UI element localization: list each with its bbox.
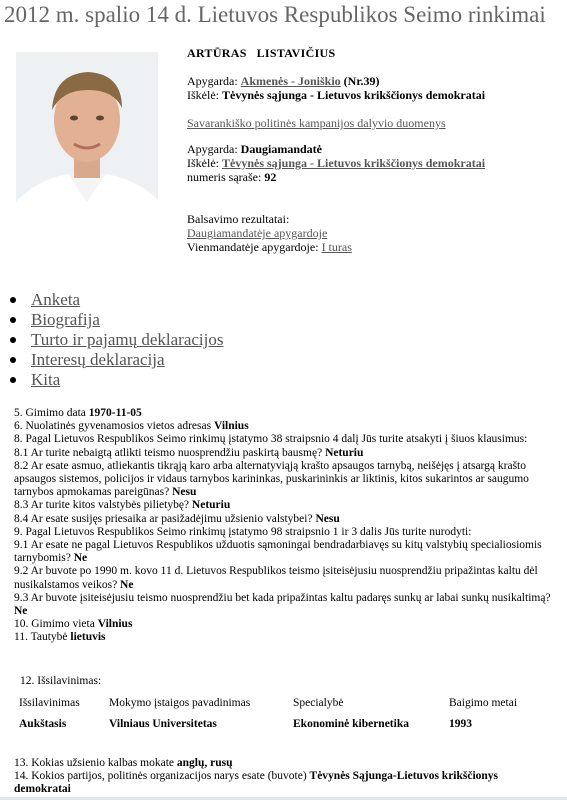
q9-2: [14, 565, 554, 591]
results-multi-link[interactable]: Daugiamandatėje apygardoje: [187, 226, 328, 240]
q6-value: Vilnius: [213, 420, 249, 433]
q6-label: 6. Nuolatinės gyvenamosios vietos adresas: [14, 420, 214, 433]
multi-nominated-label: Iškėlė:: [187, 156, 222, 170]
nominated-label: Iškėlė:: [187, 88, 222, 102]
q11-label: 11. Tautybė: [14, 631, 71, 644]
nav-link-turto-deklaracijos[interactable]: Turto ir pajamų deklaracijos: [31, 330, 224, 349]
nav-item-anketa: [10, 290, 223, 310]
results-label: Balsavimo rezultatai:: [187, 212, 290, 226]
candidate-name: ARTŪRAS LISTAVIČIUS: [187, 46, 336, 60]
q8-1-value: Neturiu: [325, 446, 364, 459]
q13: [14, 757, 554, 770]
q9-3-value: Ne: [14, 605, 28, 618]
results-multi-line: [187, 226, 327, 240]
q6: [14, 420, 554, 433]
nominated-line: [187, 88, 485, 102]
q14-value: Tėvynės Sąjunga-Lietuvos krikščionys demokratai: [14, 770, 499, 796]
bullet-icon: [10, 357, 16, 363]
q13-value: anglų, rusų: [176, 757, 233, 769]
list-number-label: numeris sąraše:: [187, 170, 265, 184]
education-header: Išsilavinimas: [19, 697, 80, 709]
nav-item-interesu-deklaracija: [10, 350, 223, 370]
page-title: 2012 m. spalio 14 d. Lietuvos Respublikos Seimo rinkimai: [4, 2, 546, 27]
nav-link-anketa[interactable]: Anketa: [31, 290, 81, 309]
q8-3-label: 8.3 Ar turite kitos valstybės pilietybę?: [14, 499, 192, 512]
results-single-line: [187, 240, 352, 254]
q8-2-label: 8.2 Ar esate asmuo, atliekantis tikrąją karo arba alternatyviąją krašto apsaugos tarnybą, neišėjęs į atsargą krašto apsaugos sistemos, policijos ir vidaus tarnybos karininkas, puskarininkis ar liktinis, kitos sukarintos ar saugumo tarnybos apmokamas pareigūnas?: [14, 459, 529, 499]
list-number-value: 92: [264, 170, 277, 184]
q9-2-value: Ne: [120, 578, 134, 591]
district-line: [187, 74, 380, 88]
q14-label: 14. Kokios partijos, politinės organizacijos narys esate (buvote): [14, 770, 310, 783]
bullet-icon: [10, 317, 16, 323]
q9-3: [14, 592, 554, 618]
education-header: Mokymo įstaigos pavadinimas: [109, 697, 251, 709]
candidate-photo: [16, 52, 158, 218]
education-cell: 1993: [449, 718, 472, 730]
education-header-row: [16, 694, 542, 712]
q8-3: [14, 499, 554, 512]
q12-label: 12. Išsilavinimas:: [20, 675, 102, 687]
q5: [14, 407, 554, 420]
q8-2: [14, 460, 554, 500]
q10-label: 10. Gimimo vieta: [14, 618, 98, 631]
education-header: Baigimo metai: [449, 697, 518, 709]
education-row: [16, 712, 542, 736]
q11: [14, 631, 554, 644]
q9-3-label: 9.3 Ar buvote įsiteisėjusiu teismo nuosprendžiu bet kada pripažintas kaltu padaręs sunkų ar labai sunkų nusikaltimą?: [14, 591, 551, 604]
q10: [14, 618, 554, 631]
q9-1-value: Ne: [73, 552, 88, 565]
q5-value: 1970-11-05: [88, 407, 142, 419]
bullet-icon: [10, 337, 16, 343]
q9-1-label: 9.1 Ar esate ne pagal Lietuvos Respublikos užduotis sąmoningai bendradarbiavęs su kitų valstybių specialiosiomis tarnybomis?: [14, 539, 542, 565]
q8-4: [14, 513, 554, 526]
multi-nominated-line: [187, 156, 485, 170]
q9-1: [14, 539, 554, 565]
nav-item-biografija: [10, 310, 223, 330]
list-number-line: [187, 170, 276, 184]
district-number: (Nr.39): [343, 74, 380, 88]
q8-4-value: Nesu: [315, 512, 340, 525]
q10-value: Vilnius: [97, 618, 133, 631]
q8-1: [14, 447, 554, 460]
multi-district-label: Apygarda:: [187, 142, 241, 156]
multi-district-value: Daugiamandatė: [240, 142, 322, 156]
questionnaire-block: [14, 407, 554, 645]
q9: 9. Pagal Lietuvos Respublikos Seimo rinkimų įstatymo 98 straipsnio 1 ir 3 dalis Jūs turite nurodyti:: [14, 525, 472, 538]
campaign-link[interactable]: Savarankiško politinės kampanijos dalyvio duomenys: [187, 116, 446, 130]
district-label: Apygarda:: [187, 74, 241, 88]
education-table: [16, 694, 542, 736]
questionnaire-bottom: [14, 757, 554, 797]
nav-link-kita[interactable]: Kita: [31, 370, 61, 389]
q8-2-value: Nesu: [172, 486, 197, 499]
q8-1-label: 8.1 Ar turite nebaigtą atlikti teismo nuosprendžiu paskirtą bausmę?: [14, 446, 326, 459]
education-header: Specialybė: [293, 697, 344, 709]
q8-3-value: Neturiu: [191, 499, 231, 512]
q8: 8. Pagal Lietuvos Respublikos Seimo rinkimų įstatymo 38 straipsnio 4 dalį Jūs turite atsakyti į šiuos klausimus:: [14, 433, 528, 446]
nav-item-kita: [10, 370, 223, 390]
multi-nominated-link[interactable]: Tėvynės sąjunga - Lietuvos krikščionys demokratai: [222, 156, 486, 170]
education-cell: Ekonominė kibernetika: [293, 718, 409, 730]
bullet-icon: [10, 297, 16, 303]
q9-2-label: 9.2 Ar buvote po 1990 m. kovo 11 d. Lietuvos Respublikos teismo įsiteisėjusiu nuosprendžiu pripažintas kaltu dėl nusikalstamos veikos?: [14, 565, 538, 591]
education-cell: Vilniaus Universitetas: [109, 718, 217, 730]
section-nav: [10, 290, 223, 390]
q5-label: 5. Gimimo data: [14, 407, 89, 419]
nav-link-interesu-deklaracija[interactable]: Interesų deklaracija: [31, 350, 165, 369]
nav-item-turto-deklaracijos: [10, 330, 223, 350]
q13-label: 13. Kokias užsienio kalbas mokate: [14, 757, 177, 769]
nominated-party: Tėvynės sąjunga - Lietuvos krikščionys demokratai: [222, 88, 486, 102]
bullet-icon: [10, 377, 16, 383]
campaign-line: [187, 116, 446, 130]
education-cell: Aukštasis: [19, 718, 67, 730]
district-link[interactable]: Akmenės - Joniškio: [240, 74, 341, 88]
q8-4-label: 8.4 Ar esate susijęs priesaika ar pasižadėjimu užsienio valstybei?: [14, 512, 316, 525]
results-single-label: Vienmandatėje apygardoje:: [187, 240, 322, 254]
q14: [14, 770, 554, 796]
q11-value: lietuvis: [70, 631, 106, 644]
nav-link-biografija[interactable]: Biografija: [31, 310, 100, 329]
results-single-link[interactable]: I turas: [321, 240, 352, 254]
multi-district-line: [187, 142, 322, 156]
